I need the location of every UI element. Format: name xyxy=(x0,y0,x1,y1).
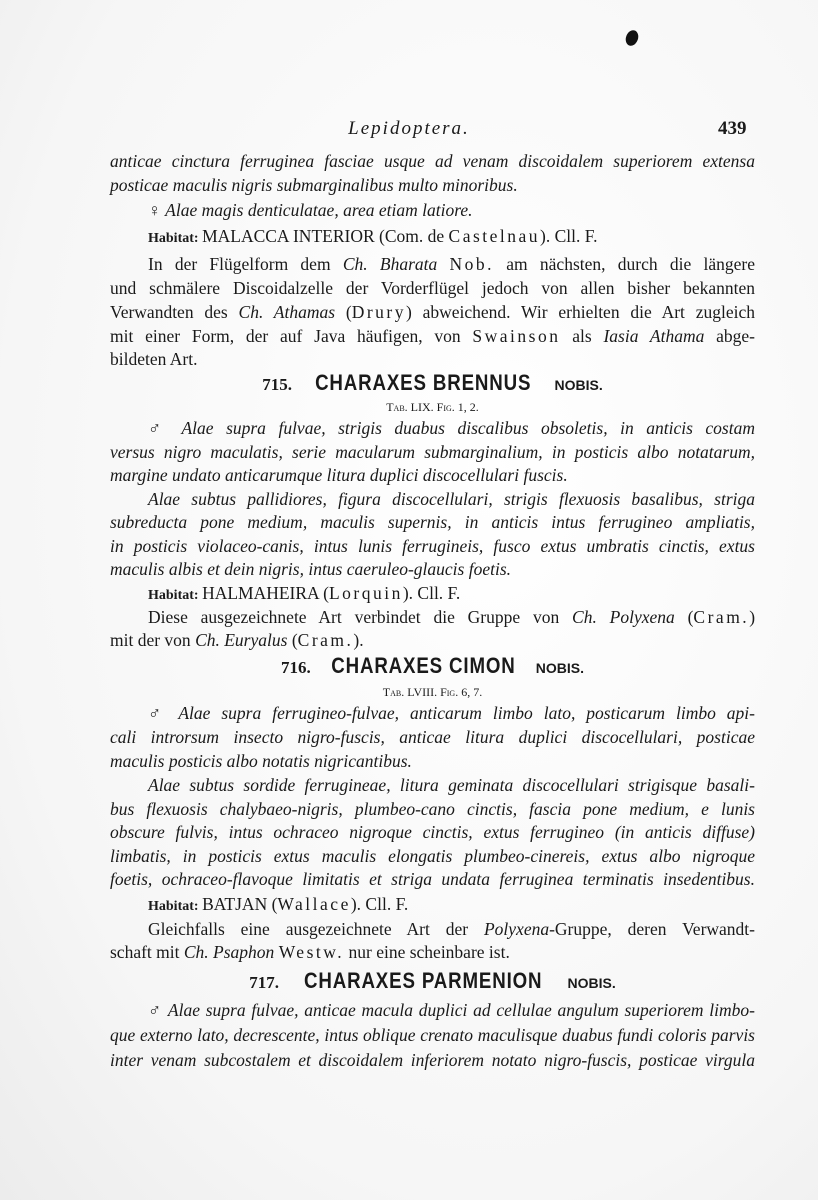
text-run: Ch. Athamas xyxy=(238,302,346,322)
text-run: MALACCA INTERIOR (Com. de xyxy=(202,226,449,246)
ink-blot xyxy=(624,28,641,47)
text-run: schaft mit xyxy=(110,942,184,962)
text-line xyxy=(110,750,755,772)
text-run: NOBIS. xyxy=(531,660,585,676)
text-line xyxy=(148,606,755,628)
text-run: inter venam subcostalem et discoidalem inferiorem notato nigro-fuscis, posticae virgula xyxy=(110,1050,755,1070)
text-run: Alae subtus sordide ferrugineae, litura geminata discocellulari strigisque basali- xyxy=(148,775,755,795)
text-line xyxy=(148,893,755,918)
text-line xyxy=(148,417,755,439)
text-run: NOBIS. xyxy=(550,377,603,393)
text-run: -Gruppe, deren Verwandt- xyxy=(549,919,755,939)
author-name: Drury xyxy=(351,302,406,322)
text-run: ) abweichend. Wir erhielten die Art zugleich xyxy=(405,302,755,322)
text-run: ( xyxy=(345,302,352,322)
text-run: margine undato anticarumque litura duplici discocellulari fuscis. xyxy=(110,465,568,485)
text-run: CHARAXES BRENNUS xyxy=(315,370,532,395)
text-line xyxy=(110,845,755,867)
author-name: Lorquin xyxy=(328,583,403,603)
text-line xyxy=(148,918,755,940)
text-line xyxy=(148,702,755,724)
author-name: Cram. xyxy=(297,630,354,650)
habitat-label: Habitat: xyxy=(148,899,203,914)
text-run: ). xyxy=(353,630,364,650)
author-name: Cram. xyxy=(693,607,750,627)
running-title: Lepidoptera. xyxy=(348,118,470,139)
text-line xyxy=(110,821,755,843)
text-run: Ch. Psaphon xyxy=(183,942,279,962)
text-run: nur eine scheinbare ist. xyxy=(344,942,510,962)
text-line xyxy=(148,488,755,510)
text-run: ( xyxy=(291,630,298,650)
text-run: CHARAXES CIMON xyxy=(331,653,516,678)
text-run: In der Flügelform dem xyxy=(148,254,343,274)
text-run: Tab. LVIII. Fig. 6, 7. xyxy=(382,685,483,699)
text-run: Ch. Euryalus xyxy=(195,630,292,650)
text-run: als xyxy=(560,326,604,346)
author-name: Westw. xyxy=(278,942,345,962)
text-line xyxy=(110,629,755,651)
text-line xyxy=(110,464,755,486)
text-run: mit der von xyxy=(110,630,196,650)
species-heading xyxy=(110,655,755,679)
text-run: Ch. Polyxena xyxy=(572,607,688,627)
text-line xyxy=(110,798,755,820)
text-run: CHARAXES PARMENION xyxy=(304,968,543,993)
text-line xyxy=(110,1024,755,1046)
text-run: ). Cll. F. xyxy=(540,226,598,246)
text-run: und schmälere Discoidalzelle der Vorderflügel jedoch von allen bisher bekannten xyxy=(110,278,755,298)
text-run: abge- xyxy=(716,326,755,346)
species-heading xyxy=(110,970,755,994)
text-line xyxy=(110,535,755,557)
text-run: cali introrsum insecto nigro-fuscis, anticae litura duplici discocellulari, posticae xyxy=(110,727,755,747)
text-run: Tab. LIX. Fig. 1, 2. xyxy=(386,400,479,414)
text-run: ( xyxy=(687,607,694,627)
author-name: Nob. xyxy=(449,254,495,274)
habitat-label: Habitat: xyxy=(148,231,203,246)
text-run: Ch. Bharata xyxy=(342,254,450,274)
habitat-label: Habitat: xyxy=(148,588,203,603)
text-line xyxy=(148,999,755,1021)
text-line xyxy=(148,225,755,250)
author-name: Swainson xyxy=(472,326,561,346)
text-run: Iasia Athama xyxy=(603,326,717,346)
text-run: HALMAHEIRA ( xyxy=(202,583,329,603)
text-line xyxy=(110,1049,755,1071)
text-line xyxy=(110,277,755,299)
text-run: versus nigro maculatis, serie macularum submarginalium, in posticis albo notatarum, xyxy=(110,442,755,462)
text-run: Verwandten des xyxy=(110,302,239,322)
text-run: BATJAN ( xyxy=(202,894,278,914)
text-line xyxy=(110,558,755,580)
text-run: maculis albis et dein nigris, intus caeruleo-glaucis foetis. xyxy=(110,559,512,579)
text-run: ) xyxy=(749,607,756,627)
text-run: ). Cll. F. xyxy=(350,894,409,914)
text-run: 716. xyxy=(280,658,315,677)
text-line xyxy=(110,441,755,463)
text-run: Polyxena xyxy=(483,919,550,939)
text-line xyxy=(148,253,755,275)
page-number: 439 xyxy=(718,118,747,139)
plate-reference xyxy=(110,394,755,418)
author-name: Wallace xyxy=(277,894,351,914)
text-line xyxy=(110,325,755,347)
text-run: ♀ Alae magis denticulatae, area etiam latiore. xyxy=(148,200,473,220)
text-run: NOBIS. xyxy=(563,975,616,991)
text-run: bus flexuosis chalybaeo-nigris, plumbeo-cano cinctis, fascia pone medium, e lunis xyxy=(110,799,755,819)
text-run: ). Cll. F. xyxy=(402,583,461,603)
text-run: 715. xyxy=(262,375,297,394)
text-line xyxy=(110,868,755,890)
text-line xyxy=(110,511,755,533)
text-line xyxy=(148,774,755,796)
text-run: ♂ Alae supra fulvae, anticae macula duplici ad cellulae angulum superiorem limbo- xyxy=(148,1000,755,1020)
text-run: anticae cinctura ferruginea fasciae usque ad venam discoidalem superiorem extensa xyxy=(110,151,755,171)
text-run: mit einer Form, der auf Java häufigen, von xyxy=(110,326,473,346)
text-run: 717. xyxy=(249,973,284,992)
text-line xyxy=(110,726,755,748)
text-line xyxy=(148,199,755,221)
author-name: Castelnau xyxy=(448,226,541,246)
text-run: limbatis, in posticis extus maculis elongatis plumbeo-cinereis, extus albo nigroque xyxy=(110,846,755,866)
text-run: Alae subtus pallidiores, figura discocellulari, strigis flexuosis basalibus, striga xyxy=(148,489,755,509)
text-run: in posticis violaceo-canis, intus lunis ferrugineis, fusco extus umbratis cinctis, extus xyxy=(110,536,755,556)
text-run: am nächsten, durch die längere xyxy=(494,254,755,274)
text-line xyxy=(148,582,755,607)
text-run: foetis, ochraceo-flavoque limitatis et striga undata ferruginea terminatis insedentibus. xyxy=(110,869,755,889)
text-run: bildeten Art. xyxy=(110,349,198,369)
text-run: maculis posticis albo notatis nigricantibus. xyxy=(110,751,412,771)
text-line xyxy=(110,301,755,323)
text-run: ♂ Alae supra ferrugineo-fulvae, anticarum limbo lato, posticarum limbo api- xyxy=(148,703,755,723)
text-line xyxy=(110,174,755,196)
text-line xyxy=(110,150,755,172)
text-run: posticae maculis nigris submarginalibus multo minoribus. xyxy=(110,175,518,195)
text-line xyxy=(110,348,755,370)
text-run: ♂ Alae supra fulvae, strigis duabus discalibus obsoletis, in anticis costam xyxy=(148,418,755,438)
plate-reference xyxy=(110,679,755,703)
species-heading xyxy=(110,372,755,396)
text-run: que externo lato, decrescente, intus oblique crenato maculisque duabus fundi coloris parvis xyxy=(110,1025,755,1045)
text-run: Gleichfalls eine ausgezeichnete Art der xyxy=(148,919,484,939)
text-run: obscure fulvis, intus ochraceo nigroque cinctis, extus ferrugineo (in anticis diffuse) xyxy=(110,822,755,842)
text-line xyxy=(110,941,755,963)
text-run: Diese ausgezeichnete Art verbindet die Gruppe von xyxy=(148,607,573,627)
text-run: subreducta pone medium, maculis supernis, in anticis intus ferrugineo ampliatis, xyxy=(110,512,755,532)
